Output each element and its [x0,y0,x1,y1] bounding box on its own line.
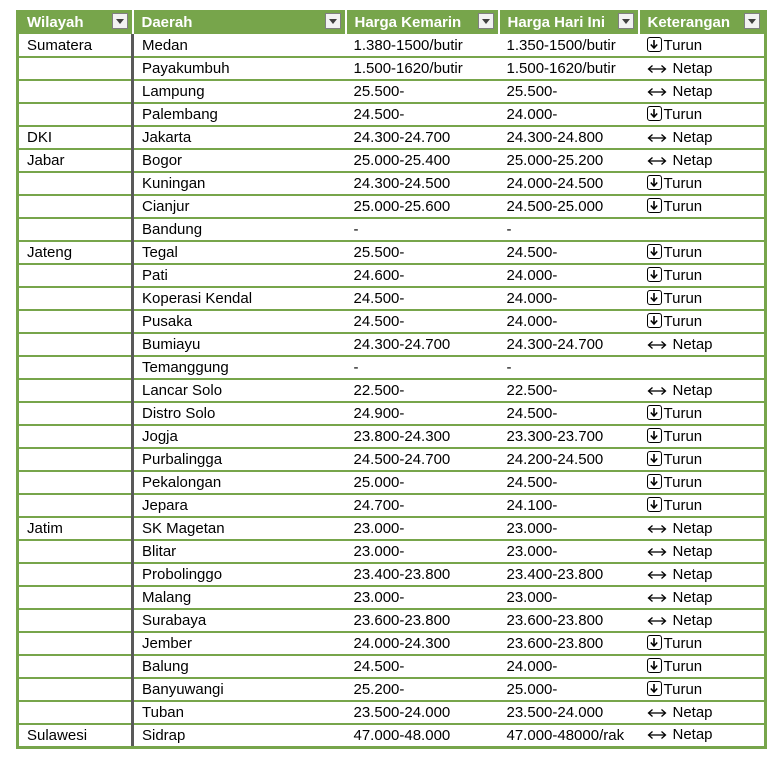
cell-wilayah [18,701,133,724]
keterangan-label: Turun [663,635,703,652]
cell-wilayah: Sulawesi [18,724,133,747]
table-row [18,701,766,724]
cell-harga-hari-ini: 25.000- [499,678,639,701]
cell-daerah: Lampung [133,80,346,103]
cell-daerah: Pati [133,264,346,287]
keterangan-label: Turun [663,267,703,284]
table-row [18,425,766,448]
cell-wilayah [18,448,133,471]
cell-harga-hari-ini: 25.000-25.200 [499,149,639,172]
cell-daerah: Bandung [133,218,346,241]
down-arrow-icon [647,198,662,213]
cell-daerah: Temanggung [133,356,346,379]
filter-dropdown-icon[interactable] [618,13,634,29]
cell-harga-kemarin: 24.500- [346,655,499,678]
left-right-arrow-icon [647,153,667,170]
down-arrow-icon [647,497,662,512]
cell-harga-hari-ini: 24.500-25.000 [499,195,639,218]
cell-harga-hari-ini: 24.000- [499,310,639,333]
filter-dropdown-icon[interactable] [478,13,494,29]
cell-keterangan [639,379,766,402]
cell-keterangan [639,172,766,195]
cell-keterangan [639,678,766,701]
table-row [18,655,766,678]
column-header-harga-hari-ini: Harga Hari Ini [499,10,639,34]
down-arrow-icon [647,175,662,190]
cell-daerah: Bumiayu [133,333,346,356]
keterangan-label: Turun [663,474,703,491]
cell-keterangan [639,425,766,448]
cell-keterangan [639,540,766,563]
cell-keterangan [639,149,766,172]
cell-harga-kemarin: 1.500-1620/butir [346,57,499,80]
filter-dropdown-icon[interactable] [112,13,128,29]
cell-daerah: Palembang [133,103,346,126]
cell-daerah: Jakarta [133,126,346,149]
table-row [18,149,766,172]
cell-harga-kemarin: 23.800-24.300 [346,425,499,448]
cell-harga-kemarin: 25.500- [346,80,499,103]
down-arrow-icon [647,106,662,121]
cell-harga-hari-ini: 23.400-23.800 [499,563,639,586]
cell-harga-hari-ini: 23.000- [499,586,639,609]
cell-harga-kemarin: 24.500- [346,103,499,126]
cell-keterangan [639,563,766,586]
cell-keterangan [639,218,766,241]
cell-keterangan [639,195,766,218]
cell-wilayah [18,287,133,310]
left-right-arrow-icon [647,521,667,538]
table-row [18,126,766,149]
cell-daerah: Surabaya [133,609,346,632]
cell-harga-hari-ini: - [499,356,639,379]
down-arrow-icon [647,244,662,259]
cell-wilayah [18,310,133,333]
filter-dropdown-icon[interactable] [744,13,760,29]
cell-harga-kemarin: 23.000- [346,586,499,609]
left-right-arrow-icon [647,567,667,584]
table-row [18,356,766,379]
cell-harga-hari-ini: 24.000- [499,287,639,310]
cell-harga-kemarin: 23.400-23.800 [346,563,499,586]
table-row [18,540,766,563]
cell-harga-hari-ini: 24.000- [499,655,639,678]
cell-harga-hari-ini: 23.000- [499,517,639,540]
cell-harga-kemarin: 24.500- [346,287,499,310]
cell-harga-hari-ini: 24.000-24.500 [499,172,639,195]
cell-wilayah [18,632,133,655]
filter-dropdown-icon[interactable] [325,13,341,29]
table-row [18,471,766,494]
keterangan-label: Netap [672,611,713,629]
cell-wilayah [18,264,133,287]
cell-harga-kemarin: 25.000-25.600 [346,195,499,218]
table-row [18,172,766,195]
cell-wilayah [18,586,133,609]
cell-daerah: Jember [133,632,346,655]
keterangan-label: Netap [672,588,713,606]
keterangan-label: Turun [663,290,703,307]
table-row [18,80,766,103]
cell-daerah: Lancar Solo [133,379,346,402]
cell-harga-kemarin: 25.500- [346,241,499,264]
cell-harga-kemarin: 23.600-23.800 [346,609,499,632]
cell-harga-kemarin: 47.000-48.000 [346,724,499,747]
cell-harga-hari-ini: 24.100- [499,494,639,517]
cell-harga-hari-ini: 1.350-1500/butir [499,34,639,57]
table-row [18,310,766,333]
cell-harga-hari-ini: - [499,218,639,241]
keterangan-label: Netap [672,726,713,744]
cell-keterangan [639,126,766,149]
table-row [18,241,766,264]
left-right-arrow-icon [647,544,667,561]
cell-keterangan [639,517,766,540]
cell-keterangan [639,264,766,287]
cell-keterangan [639,80,766,103]
table-row [18,333,766,356]
keterangan-label: Turun [663,405,703,422]
keterangan-label: Netap [672,151,713,169]
keterangan-label: Turun [663,497,703,514]
keterangan-label: Turun [663,175,703,192]
down-arrow-icon [647,37,662,52]
cell-harga-hari-ini: 23.300-23.700 [499,425,639,448]
price-table-container [16,10,764,749]
down-arrow-icon [647,681,662,696]
cell-wilayah: Sumatera [18,34,133,57]
cell-wilayah [18,609,133,632]
keterangan-label: Netap [672,381,713,399]
cell-wilayah [18,356,133,379]
cell-wilayah [18,678,133,701]
cell-harga-hari-ini: 22.500- [499,379,639,402]
cell-harga-kemarin: 23.500-24.000 [346,701,499,724]
cell-keterangan [639,655,766,678]
left-right-arrow-icon [647,84,667,101]
cell-harga-kemarin: 24.700- [346,494,499,517]
table-row [18,402,766,425]
keterangan-label: Netap [672,565,713,583]
cell-keterangan [639,471,766,494]
cell-harga-hari-ini: 23.500-24.000 [499,701,639,724]
cell-keterangan [639,701,766,724]
down-arrow-icon [647,405,662,420]
cell-keterangan [639,448,766,471]
left-right-arrow-icon [647,130,667,147]
cell-harga-kemarin: 24.500- [346,310,499,333]
left-right-arrow-icon [647,613,667,630]
cell-wilayah: Jabar [18,149,133,172]
cell-keterangan [639,333,766,356]
keterangan-label: Netap [672,59,713,77]
cell-daerah: Bogor [133,149,346,172]
keterangan-label: Netap [672,519,713,537]
table-row [18,195,766,218]
cell-keterangan [639,241,766,264]
table-body [18,34,766,747]
cell-wilayah: Jatim [18,517,133,540]
cell-daerah: Koperasi Kendal [133,287,346,310]
cell-keterangan [639,356,766,379]
cell-wilayah [18,425,133,448]
down-arrow-icon [647,474,662,489]
keterangan-label: Netap [672,128,713,146]
header-row [18,10,766,34]
cell-daerah: Banyuwangi [133,678,346,701]
cell-keterangan [639,287,766,310]
table-row [18,287,766,310]
cell-daerah: SK Magetan [133,517,346,540]
cell-daerah: Distro Solo [133,402,346,425]
cell-keterangan [639,609,766,632]
down-arrow-icon [647,290,662,305]
cell-harga-hari-ini: 24.500- [499,241,639,264]
cell-harga-hari-ini: 1.500-1620/butir [499,57,639,80]
keterangan-label: Turun [663,313,703,330]
down-arrow-icon [647,313,662,328]
table-row [18,678,766,701]
cell-harga-kemarin: 1.380-1500/butir [346,34,499,57]
cell-daerah: Jogja [133,425,346,448]
keterangan-label: Netap [672,335,713,353]
keterangan-label: Turun [663,451,703,468]
column-header-wilayah: Wilayah [18,10,133,34]
cell-daerah: Tuban [133,701,346,724]
cell-daerah: Balung [133,655,346,678]
down-arrow-icon [647,428,662,443]
table-row [18,264,766,287]
table-row [18,563,766,586]
cell-wilayah [18,57,133,80]
table-row [18,724,766,747]
cell-harga-hari-ini: 24.300-24.700 [499,333,639,356]
left-right-arrow-icon [647,705,667,722]
down-arrow-icon [647,451,662,466]
cell-harga-kemarin: - [346,356,499,379]
cell-daerah: Pekalongan [133,471,346,494]
cell-harga-hari-ini: 24.000- [499,264,639,287]
cell-harga-kemarin: 25.200- [346,678,499,701]
cell-wilayah: DKI [18,126,133,149]
cell-daerah: Cianjur [133,195,346,218]
cell-harga-kemarin: 23.000- [346,540,499,563]
column-header-daerah: Daerah [133,10,346,34]
cell-wilayah [18,494,133,517]
cell-keterangan [639,103,766,126]
keterangan-label: Turun [663,428,703,445]
cell-wilayah [18,655,133,678]
table-row [18,494,766,517]
cell-keterangan [639,310,766,333]
down-arrow-icon [647,635,662,650]
cell-harga-kemarin: 25.000-25.400 [346,149,499,172]
table-row [18,218,766,241]
cell-daerah: Malang [133,586,346,609]
cell-wilayah [18,172,133,195]
cell-harga-hari-ini: 24.200-24.500 [499,448,639,471]
keterangan-label: Netap [672,542,713,560]
keterangan-label: Turun [663,198,703,215]
cell-keterangan [639,494,766,517]
cell-daerah: Kuningan [133,172,346,195]
table-row [18,34,766,57]
column-header-keterangan: Keterangan [639,10,766,34]
cell-keterangan [639,57,766,80]
cell-harga-kemarin: 24.900- [346,402,499,425]
cell-keterangan [639,402,766,425]
cell-wilayah [18,195,133,218]
keterangan-label: Turun [663,244,703,261]
cell-wilayah [18,80,133,103]
cell-daerah: Sidrap [133,724,346,747]
cell-daerah: Payakumbuh [133,57,346,80]
left-right-arrow-icon [647,727,667,744]
keterangan-label: Turun [663,106,703,123]
keterangan-label: Netap [672,703,713,721]
down-arrow-icon [647,267,662,282]
table-row [18,57,766,80]
table-row [18,448,766,471]
cell-daerah: Jepara [133,494,346,517]
cell-keterangan [639,632,766,655]
down-arrow-icon [647,658,662,673]
cell-harga-kemarin: 24.000-24.300 [346,632,499,655]
cell-harga-hari-ini: 24.000- [499,103,639,126]
cell-daerah: Pusaka [133,310,346,333]
table-row [18,632,766,655]
keterangan-label: Turun [663,658,703,675]
cell-wilayah [18,563,133,586]
table-row [18,586,766,609]
cell-daerah: Blitar [133,540,346,563]
cell-harga-kemarin: 25.000- [346,471,499,494]
cell-harga-kemarin: 24.300-24.700 [346,333,499,356]
table-row [18,103,766,126]
cell-harga-hari-ini: 47.000-48000/rak [499,724,639,747]
cell-wilayah [18,103,133,126]
cell-harga-kemarin: - [346,218,499,241]
left-right-arrow-icon [647,590,667,607]
cell-harga-hari-ini: 24.500- [499,402,639,425]
left-right-arrow-icon [647,61,667,78]
cell-harga-kemarin: 24.600- [346,264,499,287]
cell-daerah: Tegal [133,241,346,264]
cell-harga-kemarin: 22.500- [346,379,499,402]
cell-wilayah [18,471,133,494]
cell-harga-hari-ini: 23.600-23.800 [499,632,639,655]
cell-harga-hari-ini: 23.600-23.800 [499,609,639,632]
cell-wilayah [18,333,133,356]
keterangan-label: Turun [663,681,703,698]
cell-wilayah [18,540,133,563]
cell-keterangan [639,586,766,609]
cell-wilayah [18,402,133,425]
cell-harga-kemarin: 24.300-24.700 [346,126,499,149]
cell-wilayah [18,379,133,402]
keterangan-label: Netap [672,82,713,100]
cell-daerah: Medan [133,34,346,57]
cell-keterangan [639,724,766,747]
cell-harga-kemarin: 23.000- [346,517,499,540]
column-header-harga-kemarin: Harga Kemarin [346,10,499,34]
egg-price-table [16,10,767,749]
cell-harga-kemarin: 24.300-24.500 [346,172,499,195]
cell-wilayah: Jateng [18,241,133,264]
cell-harga-kemarin: 24.500-24.700 [346,448,499,471]
left-right-arrow-icon [647,383,667,400]
cell-keterangan [639,34,766,57]
table-row [18,609,766,632]
cell-wilayah [18,218,133,241]
table-row [18,379,766,402]
keterangan-label: Turun [663,36,703,54]
left-right-arrow-icon [647,337,667,354]
cell-daerah: Probolinggo [133,563,346,586]
table-row [18,517,766,540]
cell-harga-hari-ini: 24.500- [499,471,639,494]
cell-harga-hari-ini: 23.000- [499,540,639,563]
cell-harga-hari-ini: 24.300-24.800 [499,126,639,149]
cell-daerah: Purbalingga [133,448,346,471]
cell-harga-hari-ini: 25.500- [499,80,639,103]
